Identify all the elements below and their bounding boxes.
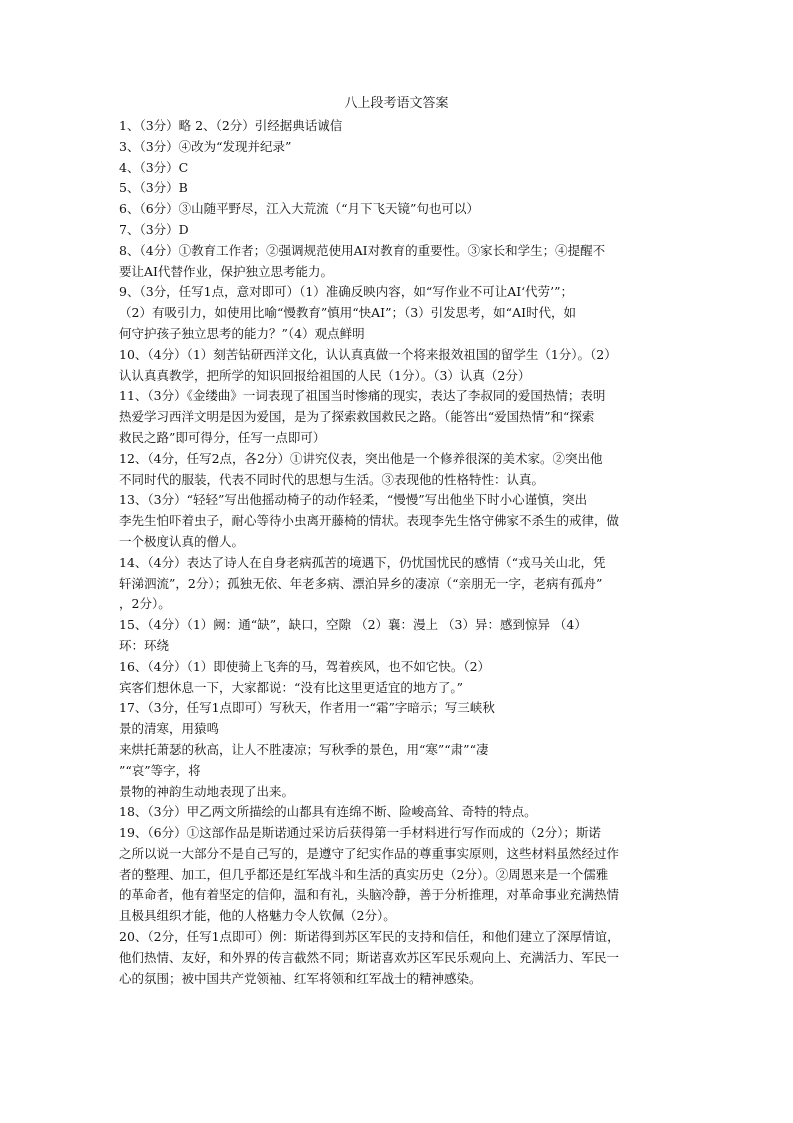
answer-line: 认认真真教学，把所学的知识回报给祖国的人民（1分）。（3）认真（2分） — [119, 367, 531, 383]
answer-line: 5、（3分）B — [119, 180, 188, 196]
answer-line: 热爱学习西洋文明是因为爱国，是为了探索救国救民之路。（能答出“爱国热情”和“探索 — [119, 409, 595, 425]
answer-line: 8、（4分）①教育工作者；②强调规范使用AI对教育的重要性。③家长和学生；④提醒不 — [119, 242, 606, 258]
answer-line: 心的氛围；被中国共产党领袖、红军将领和红军战士的精神感染。 — [119, 970, 482, 986]
answer-line: 宾客们想休息一下，大家都说：“没有比这里更适宜的地方了。” — [119, 679, 464, 695]
answer-line: 他们热情、友好，和外界的传言截然不同；斯诺喜欢苏区军民乐观向上、充满活力、军民一 — [119, 949, 620, 965]
answer-line: 景的清寒，用猿鸣 — [119, 721, 220, 737]
answer-line: 15、（4分）（1）阙：通“缺”，缺口，空隙 （2）襄：漫上 （3）异：感到惊异 （4） — [119, 617, 587, 633]
answer-line: 3、（3分）④改为“发现并纪录” — [119, 138, 292, 154]
answer-line: 7、（3分）D — [119, 221, 189, 237]
answer-line: 一个极度认真的僧人。 — [119, 533, 245, 549]
answer-line: 环：环绕 — [119, 637, 170, 653]
page-title: 八上段考语文答案 — [344, 96, 449, 111]
answer-line: 轩涕泗流”，2分）；孤独无依、年老多病、漂泊异乡的凄凉（“亲朋无一字，老病有孤舟” — [119, 575, 603, 591]
answer-line: 12、（4分，任写2点，各2分）①讲究仪表，突出他是一个修养很深的美术家。②突出他 — [119, 450, 603, 466]
answer-line: 14、（4分）表达了诗人在自身老病孤苦的境遇下，仍忧国忧民的感情（“戎马关山北，凭 — [119, 554, 606, 570]
answer-line: 16、（4分）（1）即使骑上飞奔的马，驾着疾风，也不如它快。（2） — [119, 658, 491, 674]
answer-line: 11、（3分）《金缕曲》一词表现了祖国当时惨痛的现实，表达了李叔同的爱国热情；表明 — [119, 388, 606, 404]
answer-line: 之所以说一大部分不是自己写的，是遵守了纪实作品的尊重事实原则，这些材料虽然经过作 — [119, 845, 620, 861]
answer-line: 1、（3分）略 2、（2分）引经据典话诚信 — [119, 118, 343, 133]
answer-line: 的革命者，他有着坚定的信仰，温和有礼，头脑冷静，善于分析推理，对革命事业充满热情 — [119, 887, 620, 903]
answer-line: 且极具组织才能，他的人格魅力令人钦佩（2分）。 — [119, 908, 396, 924]
answer-line: 何守护孩子独立思考的能力？”（4）观点鲜明 — [119, 325, 365, 341]
answer-line: 景物的神韵生动地表现了出来。 — [119, 783, 295, 799]
answer-text-block — [119, 116, 679, 989]
answer-line: ”“哀”等字，将 — [119, 762, 201, 778]
answer-line: 19、（6分）①这部作品是斯诺通过采访后获得第一手材料进行写作而成的（2分）；斯诺 — [119, 825, 601, 841]
answer-line: 10、（4分）（1）刻苦钻研西洋文化，认认真真做一个将来报效祖国的留学生（1分）。（2） — [119, 346, 617, 362]
answer-line: 13、（3分）“轻轻”写出他摇动椅子的动作轻柔，“慢慢”写出他坐下时小心谨慎，突出 — [119, 492, 588, 508]
answer-line: ，2分）。 — [119, 596, 171, 612]
answer-line: 18、（3分）甲乙两文所描绘的山都具有连绵不断、险峻高耸、奇特的特点。 — [119, 804, 537, 820]
answer-line: 4、（3分）C — [119, 159, 189, 175]
answer-line: 9、（3分，任写1点，意对即可）（1）准确反映内容，如“写作业不可让AI‘代劳’”； — [119, 284, 574, 300]
answer-line: 6、（6分）③山随平野尽，江入大荒流（“月下飞天镜”句也可以） — [119, 201, 479, 217]
answer-line: 救民之路”即可得分，任写一点即可） — [119, 429, 326, 445]
answer-line: 来烘托萧瑟的秋高，让人不胜凄凉；写秋季的景色，用“寒”“肃”“凄 — [119, 741, 489, 757]
answer-line: 不同时代的服装，代表不同时代的思想与生活。③表现他的性格特性：认真。 — [119, 471, 545, 487]
answer-line: 要让AI代替作业，保护独立思考能力。 — [119, 263, 333, 279]
answer-line: 者的整理、加工，但几乎都还是红军战斗和生活的真实历史（2分）。②周恩来是一个儒雅 — [119, 866, 609, 882]
answer-line: 20、（2分，任写1点即可）例：斯诺得到苏区军民的支持和信任，和他们建立了深厚情谊， — [119, 929, 620, 945]
answer-line: （2）有吸引力，如使用比喻“慢教育”慎用“快AI”；（3）引发思考，如“AI时代，如 — [119, 305, 577, 321]
answer-line: 李先生怕吓着虫子，耐心等待小虫离开藤椅的情状。表现李先生恪守佛家不杀生的戒律，做 — [119, 513, 620, 529]
answer-line: 17、（3分，任写1点即可）写秋天，作者用一“霜”字暗示；写三峡秋 — [119, 700, 495, 716]
